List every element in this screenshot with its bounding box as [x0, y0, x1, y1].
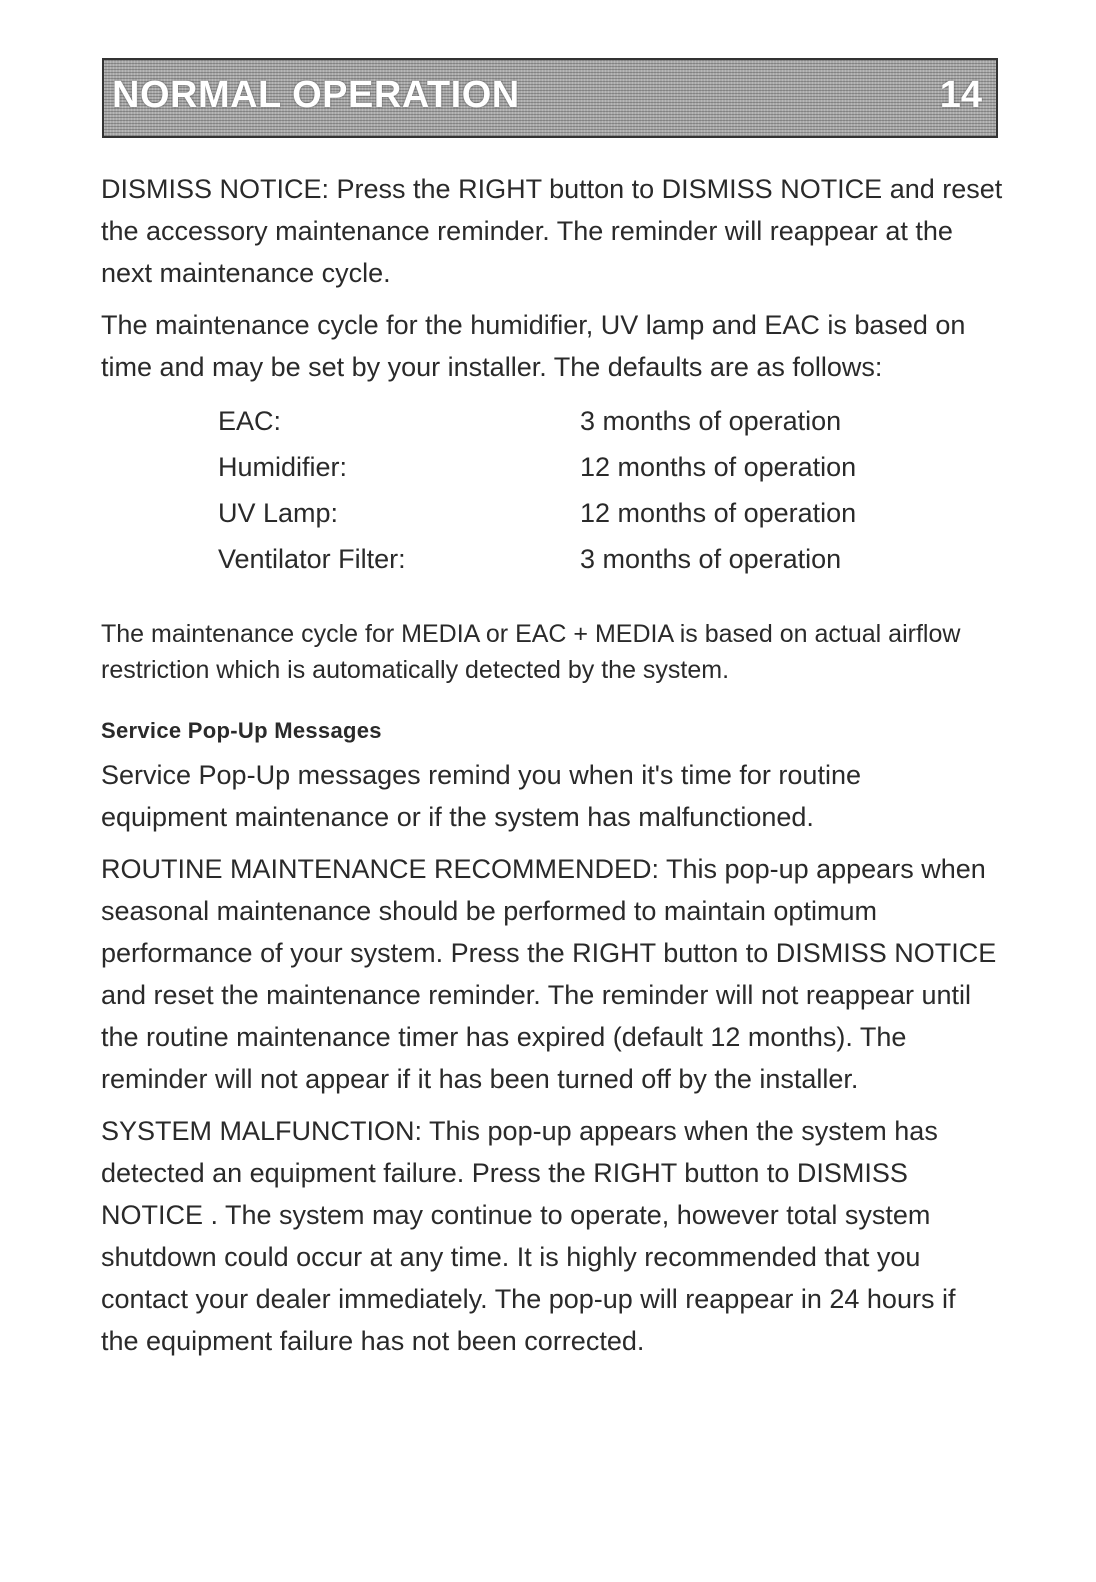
page-number: 14 [939, 74, 982, 116]
defaults-item-value: 12 months of operation [580, 497, 857, 528]
table-row [218, 490, 856, 536]
dismiss-notice-paragraph: DISMISS NOTICE: Press the RIGHT button to DISMISS NOTICE and reset the accessory maintenance reminder. The reminder will reappear at the next maintenance cycle. [101, 174, 1003, 288]
header-bar [102, 58, 998, 138]
maintenance-defaults-table [218, 398, 856, 582]
defaults-item-label: Ventilator Filter: [218, 543, 406, 574]
table-row [218, 444, 856, 490]
service-intro-paragraph: Service Pop-Up messages remind you when it's time for routine equipment maintenance or if the system has malfunctioned. [101, 760, 861, 832]
table-row [218, 536, 856, 582]
page-title: NORMAL OPERATION [112, 74, 520, 116]
table-row [218, 398, 856, 444]
defaults-item-label: UV Lamp: [218, 497, 339, 528]
defaults-item-value: 3 months of operation [580, 405, 842, 436]
section-heading: Service Pop-Up Messages [101, 718, 382, 743]
page-content [101, 168, 1001, 1372]
media-cycle-paragraph: The maintenance cycle for MEDIA or EAC + MEDIA is based on actual airflow restriction which is automatically detected by the system. [101, 620, 961, 684]
routine-maintenance-paragraph: ROUTINE MAINTENANCE RECOMMENDED: This pop-up appears when seasonal maintenance should be performed to maintain optimum performance of your system. Press the RIGHT button to DISMISS NOTICE and reset the maintenance reminder. The reminder will not reappear until the routine maintenance timer has expired (default 12 months). The reminder will not appear if it has been turned off by the installer. [101, 854, 997, 1094]
system-malfunction-paragraph: SYSTEM MALFUNCTION: This pop-up appears when the system has detected an equipment failure. Press the RIGHT button to DISMISS NOTICE . The system may continue to operate, however total system shutdown could occur at any time. It is highly recommended that you contact your dealer immediately. The pop-up will reappear in 24 hours if the equipment failure has not been corrected. [101, 1116, 956, 1356]
defaults-item-label: Humidifier: [218, 451, 348, 482]
defaults-item-value: 12 months of operation [580, 451, 857, 482]
defaults-item-value: 3 months of operation [580, 543, 842, 574]
maintenance-cycle-paragraph: The maintenance cycle for the humidifier, UV lamp and EAC is based on time and may be set by your installer. The defaults are as follows: [101, 310, 966, 382]
defaults-item-label: EAC: [218, 405, 282, 436]
